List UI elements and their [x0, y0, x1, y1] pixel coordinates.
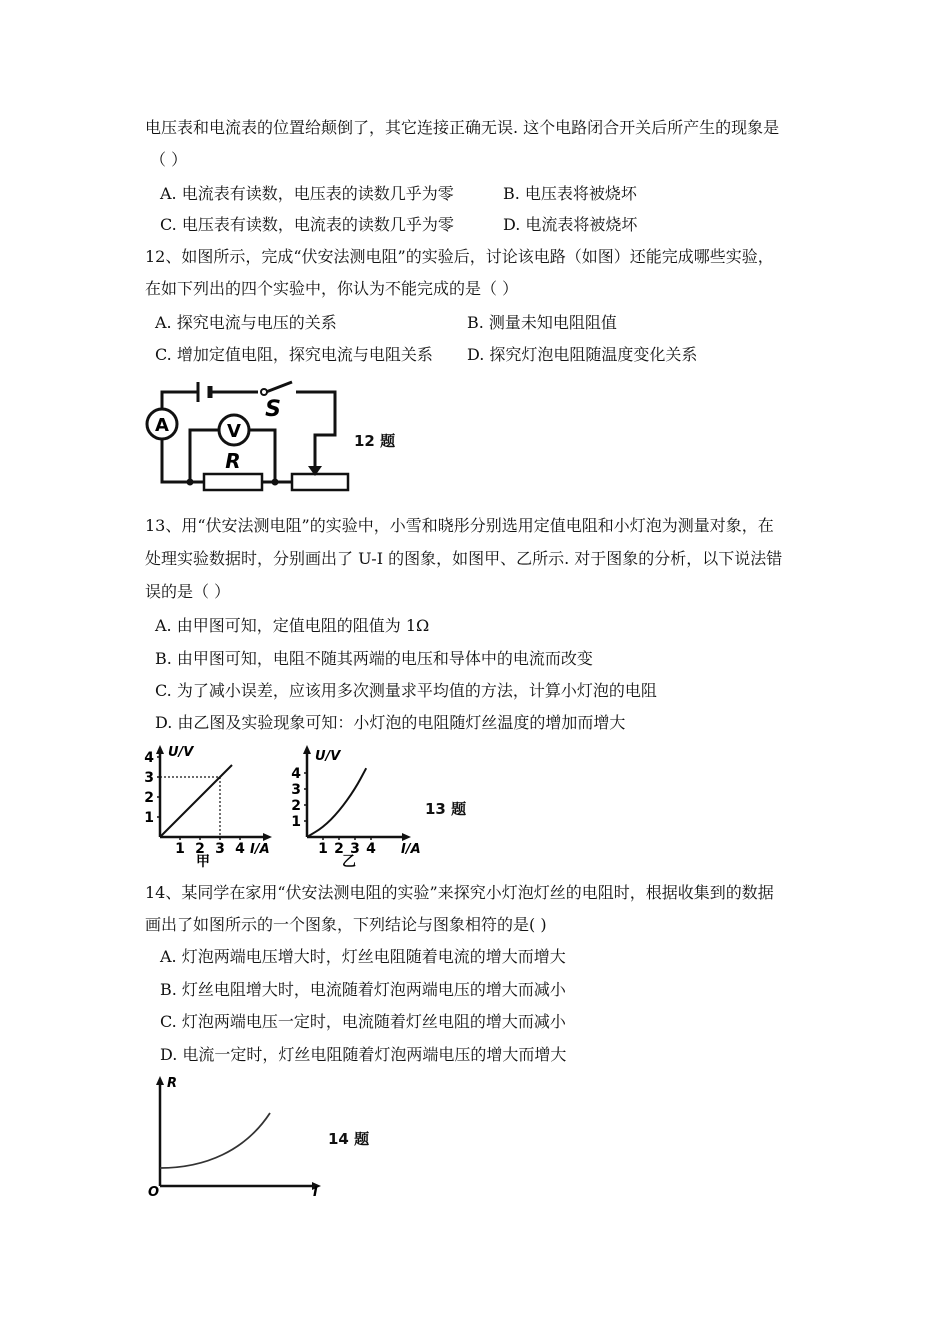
voltmeter-label: V — [227, 421, 241, 442]
q12-stem-line2: 在如下列出的四个实验中，你认为不能完成的是（ ） — [145, 279, 519, 298]
q14-xlabel: I — [313, 1185, 318, 1200]
jia-caption: 甲 — [196, 854, 210, 870]
q14-option-c: C. 灯泡两端电压一定时，电流随着灯丝电阻的增大而减小 — [160, 1012, 566, 1031]
yi-xtick-label: 4 — [366, 841, 376, 857]
yi-xtick-label: 1 — [318, 841, 328, 857]
yi-ylabel: U/V — [315, 749, 341, 764]
q13-option-b: B. 由甲图可知，电阻不随其两端的电压和导体中的电流而改变 — [155, 649, 593, 668]
q14-option-d: D. 电流一定时，灯丝电阻随着灯泡两端电压的增大而增大 — [160, 1045, 567, 1064]
jia-ylabel: U/V — [168, 745, 194, 760]
switch-label: S — [265, 397, 281, 422]
q11-option-d: D. 电流表将被烧坏 — [503, 215, 638, 234]
q13-option-d: D. 由乙图及实验现象可知：小灯泡的电阻随灯丝温度的增加而增大 — [155, 713, 626, 732]
q14-option-b: B. 灯丝电阻增大时，电流随着灯泡两端电压的增大而减小 — [160, 980, 566, 999]
q13-graph-jia — [140, 742, 280, 870]
q11-option-b: B. 电压表将被烧坏 — [503, 184, 637, 203]
yi-caption: 乙 — [342, 854, 356, 870]
q14-option-a: A. 灯泡两端电压增大时，灯丝电阻随着电流的增大而增大 — [160, 947, 566, 966]
jia-ytick-label: 1 — [144, 810, 154, 826]
q13-stem-line3: 误的是（ ） — [145, 582, 231, 601]
yi-series-line — [307, 768, 366, 837]
q11-stem-line2: （ ） — [150, 150, 188, 169]
yi-ytick-label: 4 — [291, 766, 301, 782]
q14-ylabel: R — [167, 1076, 178, 1091]
q13-option-c: C. 为了减小误差，应该用多次测量求平均值的方法，计算小灯泡的电阻 — [155, 681, 657, 700]
yi-ytick-label: 3 — [291, 782, 301, 798]
q14-figure-label: 14 题 — [328, 1130, 370, 1148]
q12-figure-label: 12 题 — [354, 432, 396, 450]
yi-xtick-label: 3 — [350, 841, 360, 857]
q13-stem-line1: 13、用“伏安法测电阻”的实验中，小雪和晓彤分别选用定值电阻和小灯泡为测量对象，在 — [145, 516, 774, 535]
q11-option-c: C. 电压表有读数，电流表的读数几乎为零 — [160, 215, 454, 234]
q14-graph-r-i — [145, 1073, 335, 1198]
jia-xtick-label: 3 — [215, 841, 225, 857]
q13-stem-line2: 处理实验数据时，分别画出了 U-I 的图象，如图甲、乙所示. 对于图象的分析，以下说法错 — [145, 549, 783, 568]
yi-ytick-label: 2 — [291, 798, 301, 814]
q12-option-a: A. 探究电流与电压的关系 — [155, 313, 337, 332]
yi-ytick-label: 1 — [291, 814, 301, 830]
q12-stem-line1: 12、如图所示，完成“伏安法测电阻”的实验后，讨论该电路（如图）还能完成哪些实验， — [145, 247, 774, 266]
q14-stem-line2: 画出了如图所示的一个图象，下列结论与图象相符的是( ) — [145, 915, 547, 934]
q13-figure-label: 13 题 — [425, 800, 467, 818]
resistor-label: R — [225, 449, 241, 473]
jia-ytick-label: 4 — [144, 750, 154, 766]
q11-option-a: A. 电流表有读数，电压表的读数几乎为零 — [160, 184, 454, 203]
q13-graph-yi — [285, 742, 425, 870]
jia-ytick-label: 2 — [144, 790, 154, 806]
q13-option-a: A. 由甲图可知，定值电阻的阻值为 1Ω — [155, 616, 430, 635]
yi-xlabel: I/A — [401, 842, 421, 857]
ammeter-label: A — [155, 415, 169, 436]
jia-xtick-label: 2 — [195, 841, 205, 857]
jia-series-line — [160, 765, 232, 837]
jia-xlabel: I/A — [250, 842, 270, 857]
q14-origin-label: O — [148, 1185, 160, 1200]
q12-circuit-diagram — [140, 380, 360, 495]
q12-option-d: D. 探究灯泡电阻随温度变化关系 — [467, 345, 698, 364]
yi-xtick-label: 2 — [334, 841, 344, 857]
q14-stem-line1: 14、某同学在家用“伏安法测电阻的实验”来探究小灯泡灯丝的电阻时，根据收集到的数据 — [145, 883, 774, 902]
q12-option-b: B. 测量未知电阻阻值 — [467, 313, 617, 332]
jia-xtick-label: 1 — [175, 841, 185, 857]
jia-ytick-label: 3 — [144, 770, 154, 786]
q11-stem-line1: 电压表和电流表的位置给颠倒了，其它连接正确无误. 这个电路闭合开关后所产生的现象是 — [145, 118, 780, 137]
jia-xtick-label: 4 — [235, 841, 245, 857]
q14-r-i-curve — [160, 1113, 270, 1168]
q12-option-c: C. 增加定值电阻，探究电流与电阻关系 — [155, 345, 433, 364]
